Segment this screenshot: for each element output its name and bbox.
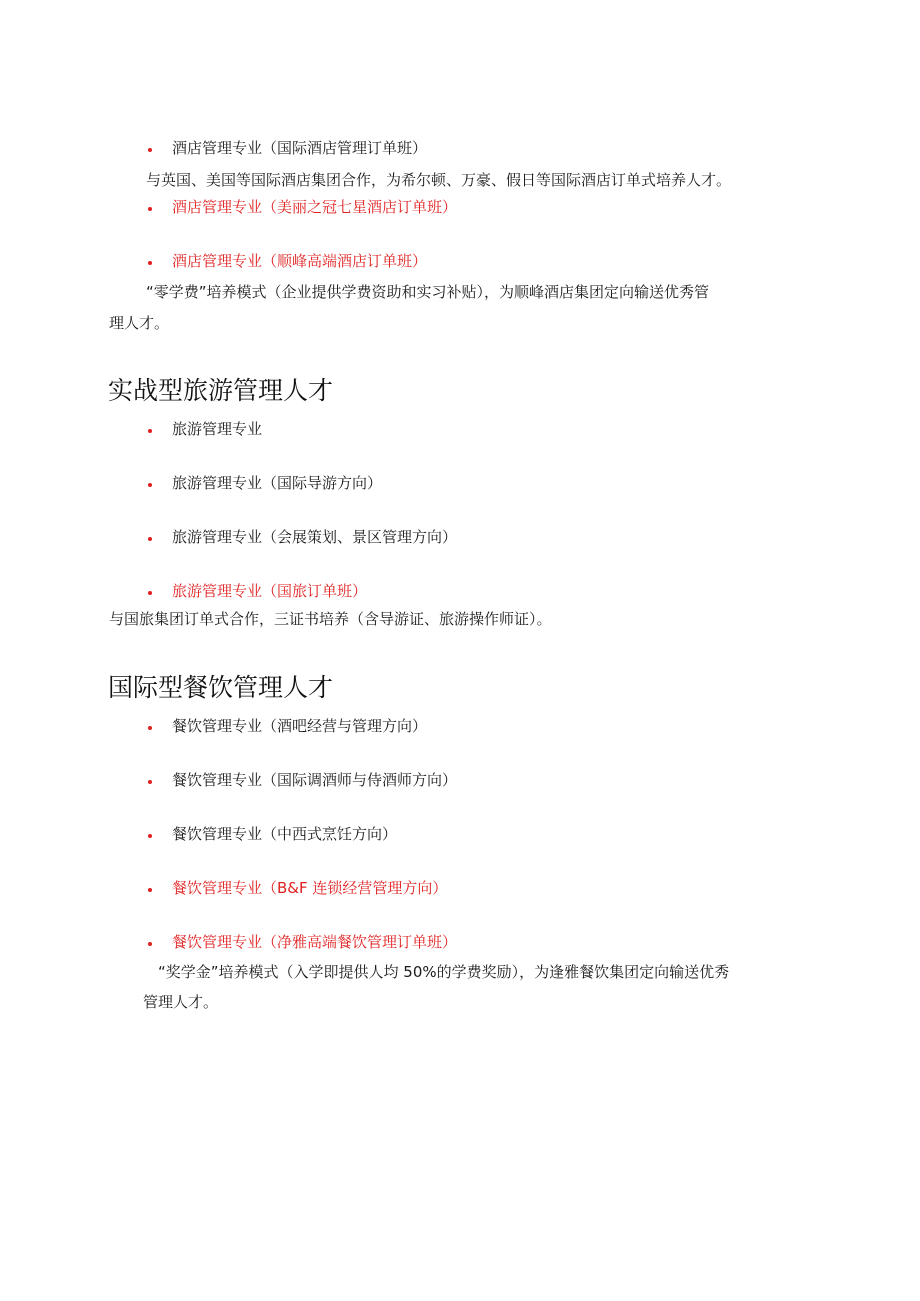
bullet-dot	[148, 726, 152, 730]
bullet-dot	[148, 834, 152, 838]
bullet-dot	[148, 429, 152, 433]
catering-heading: 国际型餐饮管理人才	[108, 673, 334, 702]
hotel-international-description: 与英国、美国等国际酒店集团合作，为希尔顿、万豪、假日等国际酒店订单式培养人才。	[146, 171, 732, 189]
catering-description-line2: 管理人才。	[143, 993, 219, 1011]
hotel-shunfeng-description-line2: 理人才。	[109, 314, 170, 332]
bullet-dot	[148, 537, 152, 541]
bullet-dot	[148, 148, 152, 152]
catering-description-line1: “奖学金”培养模式（入学即提供人均 50%的学费奖励），为逢雅餐饮集团定向输送优秀	[158, 963, 730, 981]
bullet-dot	[148, 591, 152, 595]
hotel-item-seven-star: 酒店管理专业（美丽之冠七星酒店订单班）	[172, 198, 458, 216]
catering-item: 餐饮管理专业（B&F 连锁经营管理方向）	[172, 879, 448, 897]
tourism-item: 旅游管理专业（国际导游方向）	[172, 474, 383, 492]
tourism-item: 旅游管理专业	[172, 420, 263, 438]
bullet-dot	[148, 483, 152, 487]
bullet-dot	[148, 888, 152, 892]
bullet-dot	[148, 261, 152, 265]
bullet-dot	[148, 942, 152, 946]
catering-item: 餐饮管理专业（净雅高端餐饮管理订单班）	[172, 933, 458, 951]
tourism-item: 旅游管理专业（会展策划、景区管理方向）	[172, 528, 458, 546]
tourism-heading: 实战型旅游管理人才	[108, 376, 334, 405]
hotel-item-international: 酒店管理专业（国际酒店管理订单班）	[172, 139, 428, 157]
bullet-dot	[148, 780, 152, 784]
tourism-item: 旅游管理专业（国旅订单班）	[172, 582, 368, 600]
bullet-dot	[148, 207, 152, 211]
hotel-shunfeng-description-line1: “零学费”培养模式（企业提供学费资助和实习补贴），为顺峰酒店集团定向输送优秀管	[146, 283, 710, 301]
catering-item: 餐饮管理专业（酒吧经营与管理方向）	[172, 717, 428, 735]
catering-item: 餐饮管理专业（中西式烹饪方向）	[172, 825, 398, 843]
hotel-item-shunfeng: 酒店管理专业（顺峰高端酒店订单班）	[172, 252, 428, 270]
catering-item: 餐饮管理专业（国际调酒师与侍酒师方向）	[172, 771, 458, 789]
tourism-description: 与国旅集团订单式合作，三证书培养（含导游证、旅游操作师证）。	[109, 610, 552, 628]
